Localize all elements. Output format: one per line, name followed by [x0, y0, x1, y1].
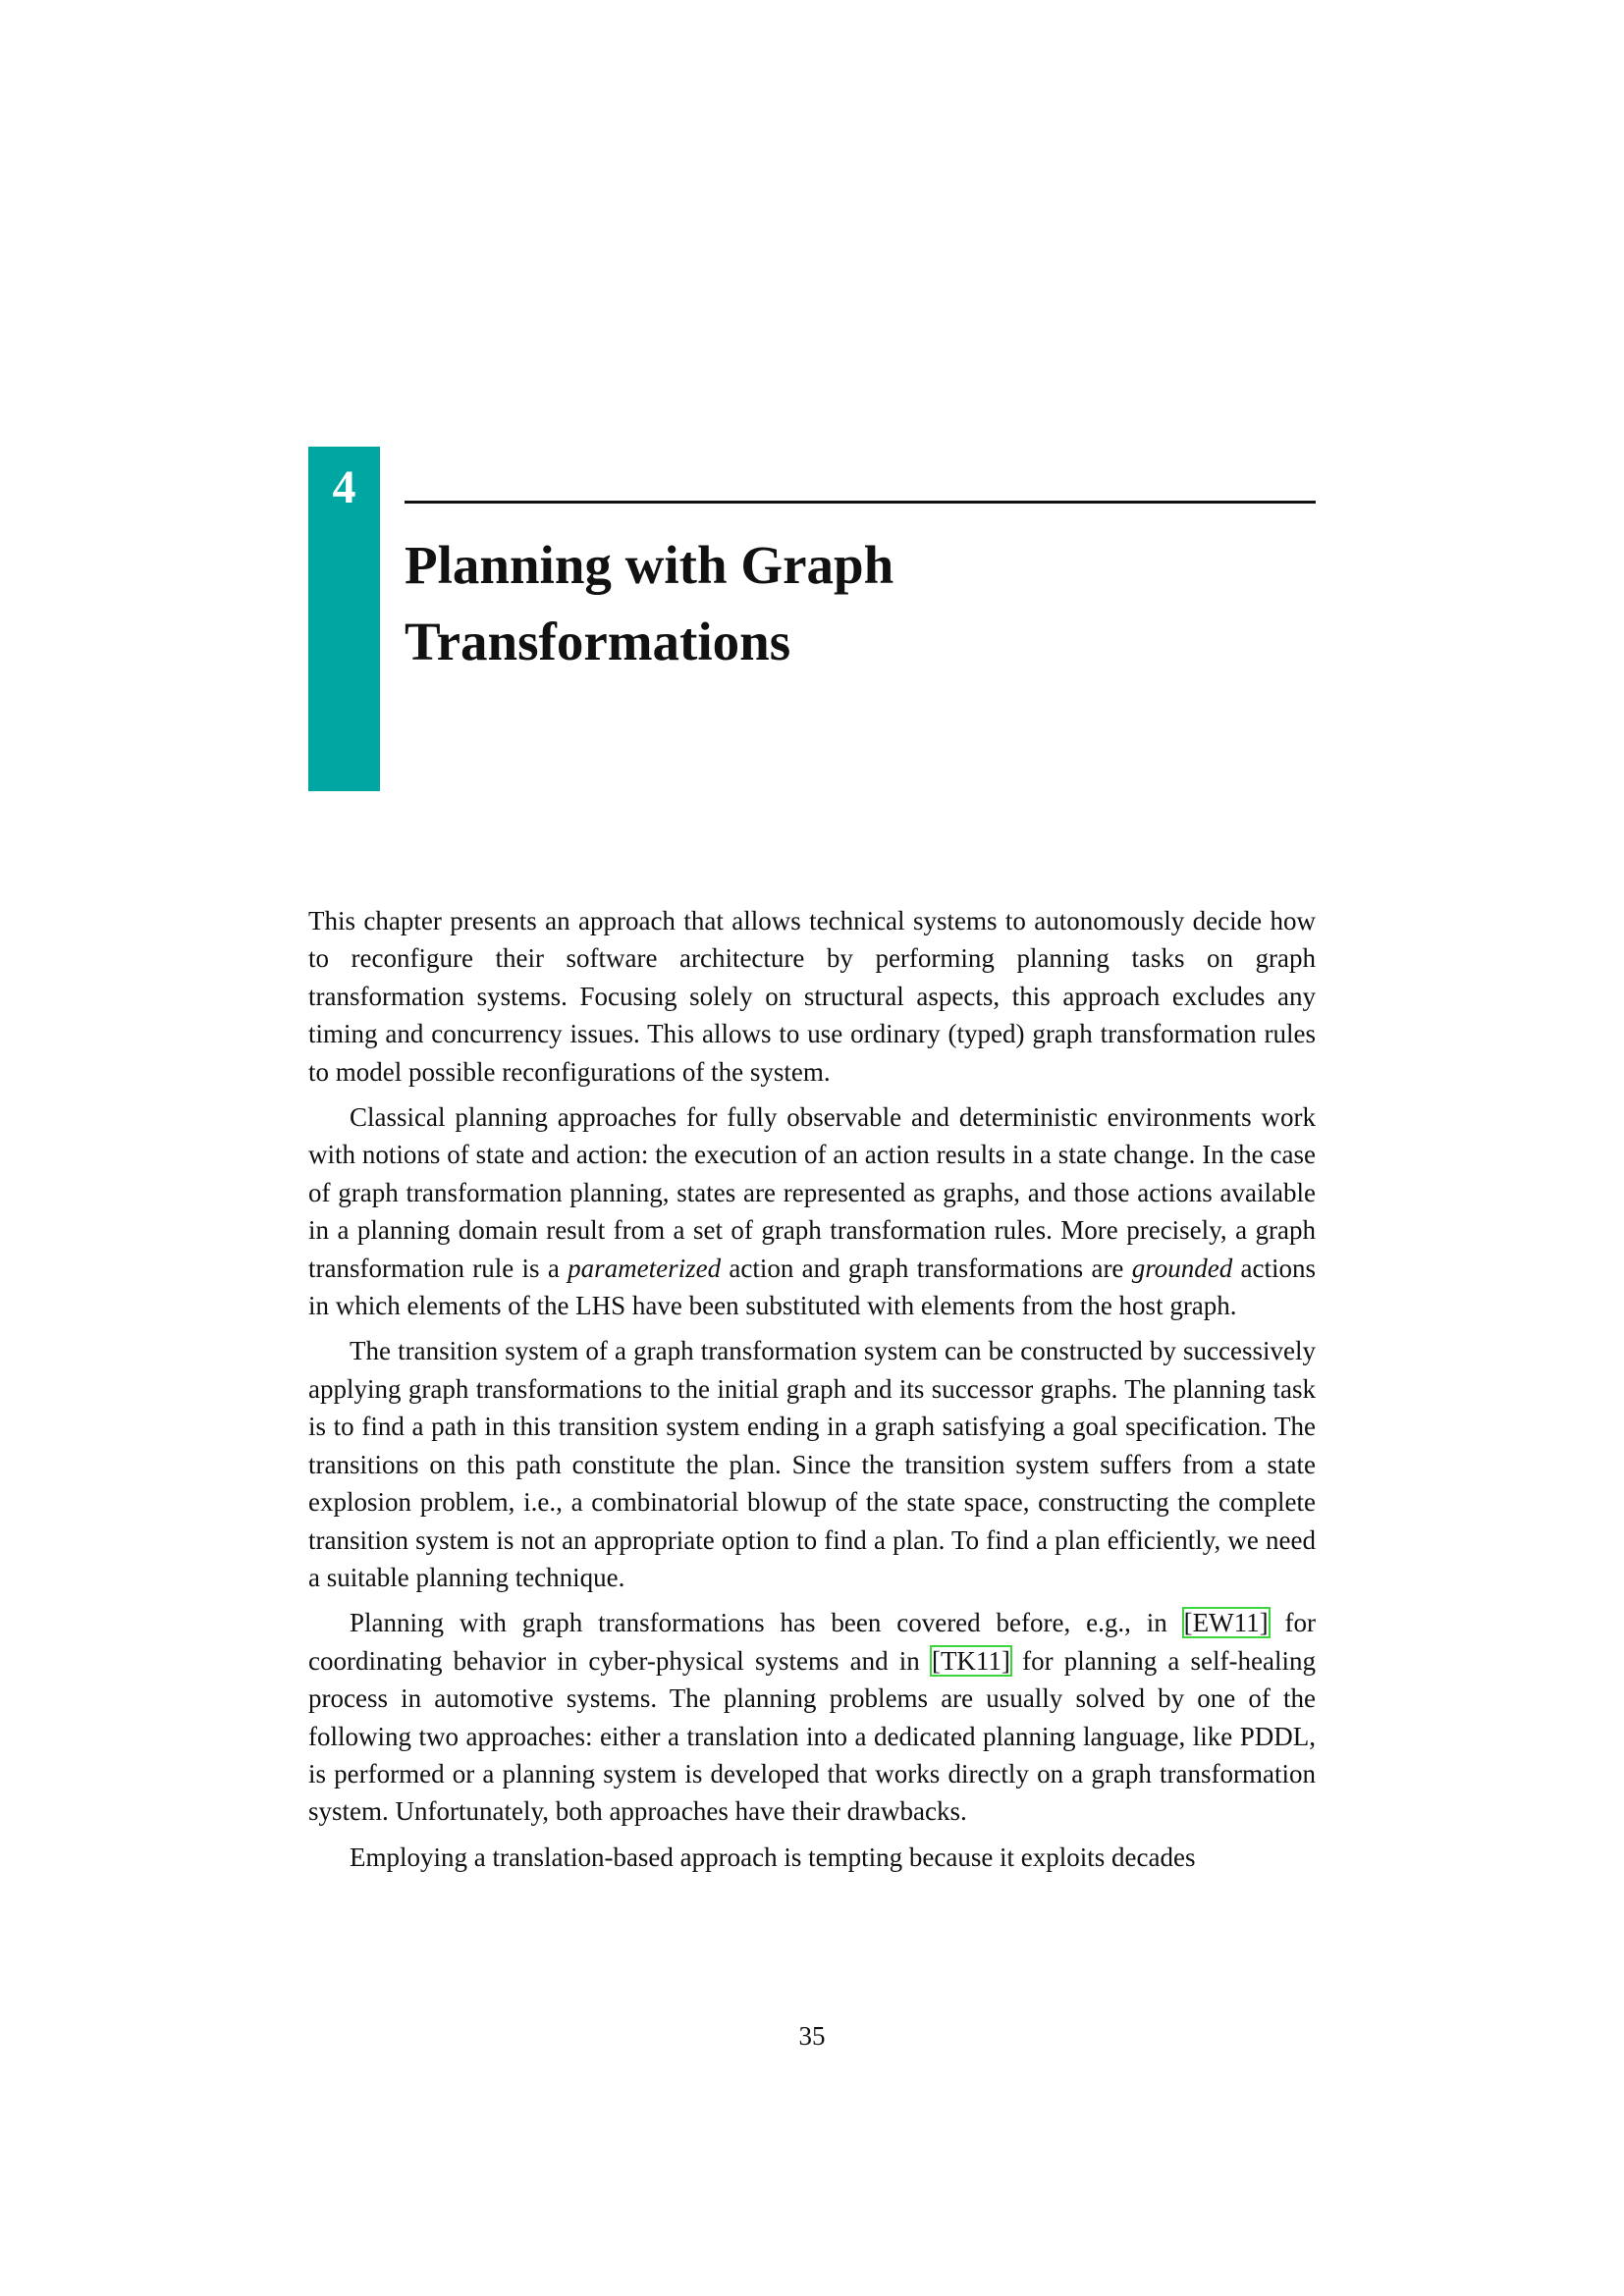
paragraph-4-text-c: for planning a self-healing process in automotive systems. The planning problems are usually solved by one of the following two approaches: either a translation into a dedicated planning language, like PDDL, is performed or a planning system is developed that works directly on a graph transformation system. Unfortunately, both approaches have their drawbacks.: [308, 1645, 1316, 1827]
paragraph-4: [308, 1604, 1316, 1830]
paragraph-2-text-a: Classical planning approaches for fully observable and deterministic environments work with notions of state and action: the execution of an action results in a state change. In the case of graph transformation planning, states are represented as graphs, and those actions available in a planning domain result from a set of graph transformation rules. More precisely, a graph transformation rule is a: [308, 1102, 1316, 1283]
chapter-title-rule: [405, 501, 1316, 504]
paragraph-3: The transition system of a graph transformation system can be constructed by successively applying graph transformations to the initial graph and its successor graphs. The planning task is to find a path in this transition system ending in a graph satisfying a goal specification. The transitions on this path constitute the plan. Since the transition system suffers from a state explosion problem, i.e., a combinatorial blowup of the state space, constructing the complete transition system is not an appropriate option to find a plan. To find a plan efficiently, we need a suitable planning technique.: [308, 1336, 1316, 1592]
emphasis-parameterized: parameterized: [568, 1253, 722, 1283]
chapter-number-bar: [308, 447, 380, 791]
citation-link-tk11[interactable]: [TK11]: [931, 1645, 1010, 1676]
paragraph-1: This chapter presents an approach that allows technical systems to autonomously decide how to reconfigure their software architecture by performing planning tasks on graph transformation systems. Focusing solely on structural aspects, this approach excludes any timing and concurrency issues. This allows to use ordinary (typed) graph transformation rules to model possible reconfigurations of the system.: [308, 906, 1316, 1087]
chapter-title: [405, 527, 1316, 680]
paragraph-4-text-a: Planning with graph transformations has been covered before, e.g., in: [350, 1608, 1183, 1638]
paragraph-2: [308, 1098, 1316, 1324]
paragraph-5: Employing a translation-based approach is tempting because it exploits decades: [350, 1842, 1196, 1872]
chapter-title-line-1: Planning with Graph: [405, 535, 894, 595]
citation-link-ew11[interactable]: [EW11]: [1183, 1608, 1269, 1638]
paragraph-2-text-b: action and graph transformations are: [721, 1253, 1132, 1283]
page-number: 35: [798, 2021, 826, 2051]
chapter-title-line-2: Transformations: [405, 612, 791, 671]
paragraph-2-text-c: actions in which elements of the LHS have been substituted with elements from the host graph.: [308, 1253, 1316, 1321]
chapter-body: [308, 902, 1316, 1884]
emphasis-grounded: grounded: [1131, 1253, 1233, 1283]
paragraph-4-text-b: for coordinating behavior in cyber-physical systems and in: [308, 1608, 1317, 1676]
chapter-number: 4: [332, 461, 356, 513]
